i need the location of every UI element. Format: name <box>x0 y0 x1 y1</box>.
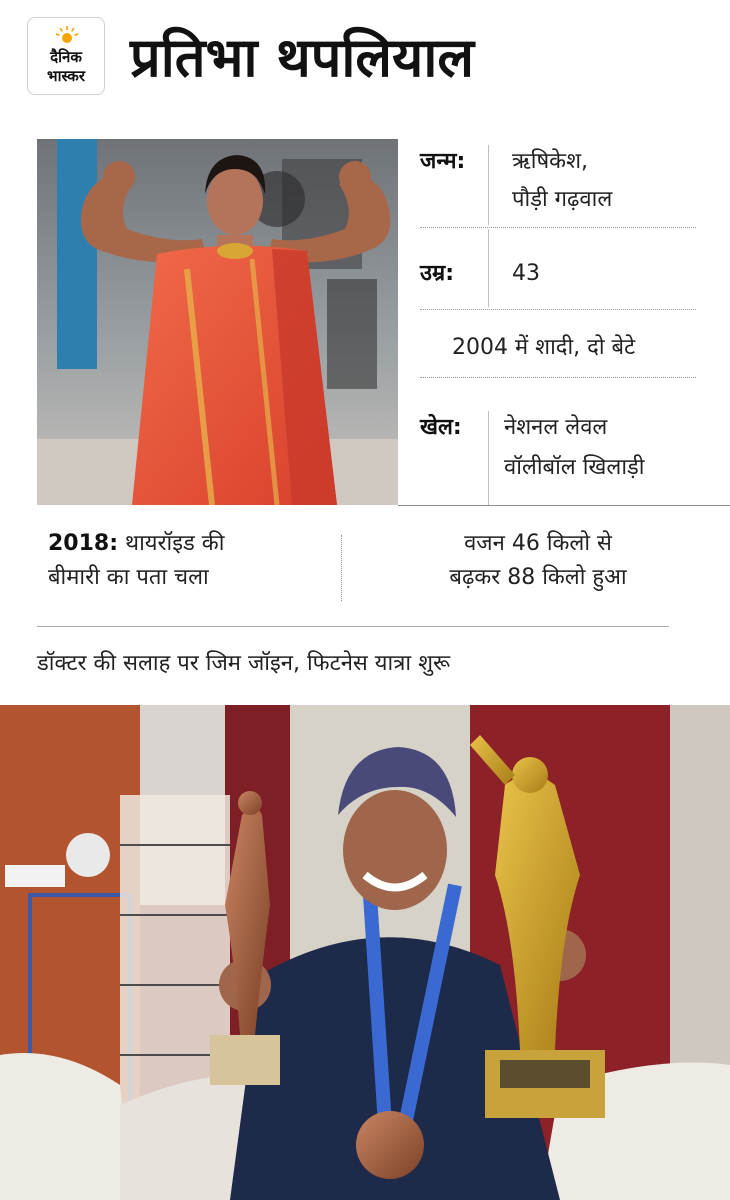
header <box>0 0 730 120</box>
dotted-divider <box>420 227 696 228</box>
photo-illustration <box>0 705 730 1200</box>
athlete-flexing-photo <box>37 139 398 505</box>
year-label: 2018: <box>48 531 119 556</box>
sport-label: खेल: <box>420 415 462 440</box>
info-separator-line <box>488 411 489 505</box>
dotted-divider <box>420 377 696 378</box>
marriage-info: 2004 में शादी, दो बेटे <box>452 335 636 360</box>
birth-label: जन्म: <box>420 149 466 174</box>
dainik-bhaskar-logo[interactable] <box>27 17 105 95</box>
birth-value-line1: ऋषिकेश, <box>512 149 589 174</box>
birth-value-line2: पौड़ी गढ़वाल <box>512 187 613 212</box>
weight-line2: बढ़कर 88 किलो हुआ <box>449 565 627 590</box>
info-panel <box>420 139 730 505</box>
info-separator-line <box>488 145 489 225</box>
info-separator-line <box>488 229 489 307</box>
sport-value-line2: वॉलीबॉल खिलाड़ी <box>504 455 645 480</box>
age-label: उम्र: <box>420 261 455 286</box>
section-divider <box>398 505 730 506</box>
weight-line1: वजन 46 किलो से <box>464 531 612 556</box>
athlete-trophies-photo <box>0 705 730 1200</box>
thyroid-line1: थायरॉइड की <box>125 531 225 556</box>
age-value: 43 <box>512 261 540 286</box>
logo-text-line1: दैनिक <box>50 48 82 66</box>
sun-icon <box>56 25 78 47</box>
photo-illustration <box>37 139 398 505</box>
page-title: प्रतिभा थपलियाल <box>130 26 474 89</box>
thyroid-fact <box>48 527 328 595</box>
thyroid-line2: बीमारी का पता चला <box>48 565 209 590</box>
logo-text-line2: भास्कर <box>47 67 85 85</box>
sport-value-line1: नेशनल लेवल <box>504 415 608 440</box>
fitness-journey-text: डॉक्टर की सलाह पर जिम जॉइन, फिटनेस यात्रा शुरू <box>37 651 451 676</box>
section-divider <box>37 626 669 627</box>
middle-separator-line <box>341 535 342 601</box>
dotted-divider <box>420 309 696 310</box>
weight-fact <box>380 527 696 595</box>
